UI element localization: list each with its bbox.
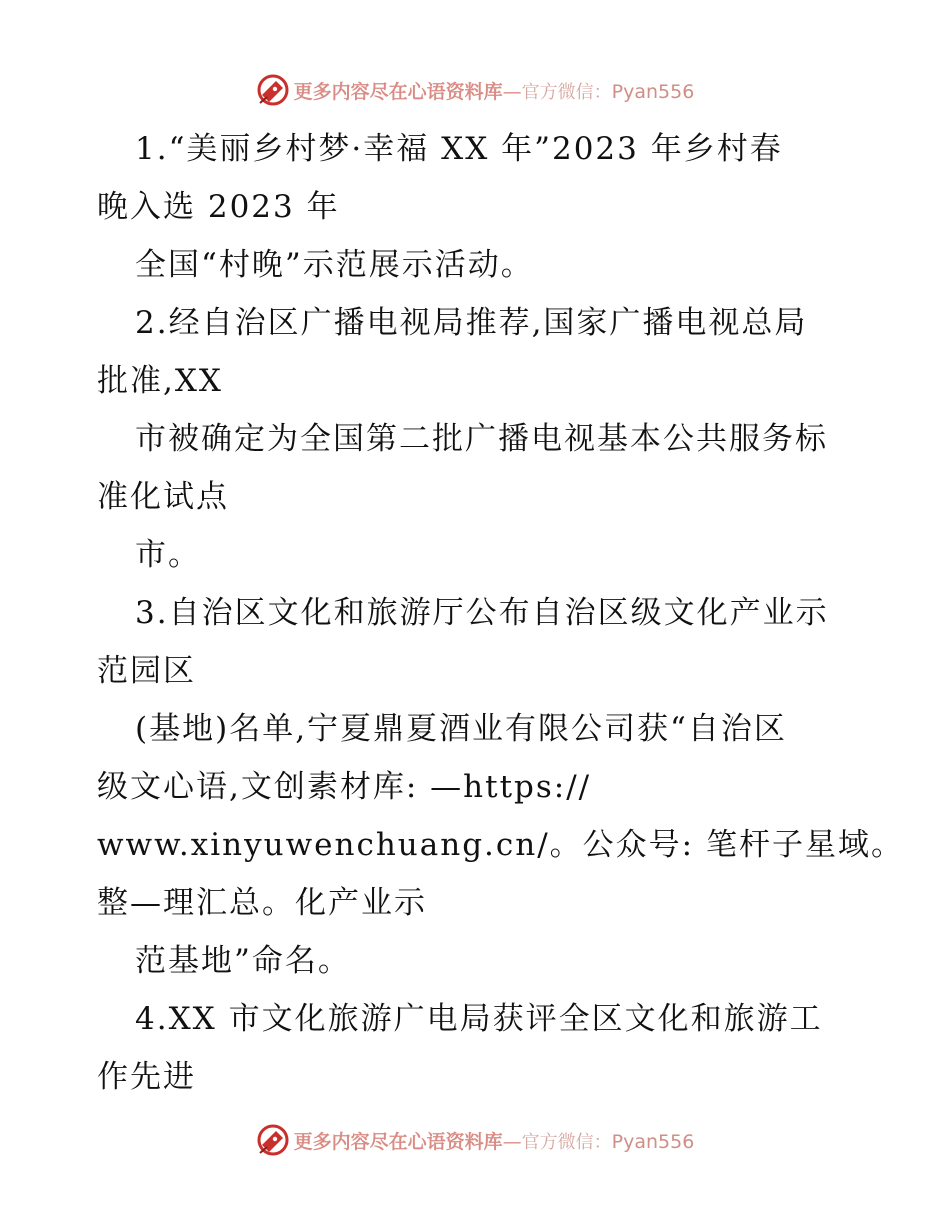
banner-text <box>294 77 695 104</box>
pen-nib-logo-icon <box>256 1123 290 1157</box>
text-line: 范基地”命名。 <box>135 943 351 979</box>
document-body <box>97 120 904 1106</box>
banner-wechat-label: 官方微信： <box>521 81 612 103</box>
text-line: 市被确定为全国第二批广播电视基本公共服务标 <box>135 421 828 457</box>
text-line: www.xinyuwenchuang.cn/。公众号: 笔杆子星域。 <box>97 827 904 863</box>
text-line: 准化试点 <box>97 479 229 515</box>
banner-wechat-label: 官方微信： <box>521 1131 612 1153</box>
banner-text <box>294 1127 695 1154</box>
text-line: 批准,XX <box>97 363 223 399</box>
banner-dash: — <box>502 80 522 103</box>
text-line: 范园区 <box>97 653 196 689</box>
banner-wechat-id: Pyan556 <box>611 1130 695 1153</box>
text-line: (基地)名单,宁夏鼎夏酒业有限公司获“自治区 <box>135 711 787 747</box>
text-line: 整—理汇总。化产业示 <box>97 885 427 921</box>
text-line: 3.自治区文化和旅游厅公布自治区级文化产业示 <box>135 595 829 631</box>
banner-title: 更多内容尽在心语资料库 <box>293 80 503 103</box>
footer-watermark-banner <box>0 1120 950 1160</box>
header-watermark-banner <box>0 70 950 110</box>
banner-dash: — <box>502 1130 522 1153</box>
text-line: 市。 <box>135 537 201 573</box>
banner-title: 更多内容尽在心语资料库 <box>293 1130 503 1153</box>
text-line: 全国“村晚”示范展示活动。 <box>135 247 534 283</box>
text-line: 晚入选 2023 年 <box>97 189 340 225</box>
banner-wechat-id: Pyan556 <box>611 80 695 103</box>
text-line: 级文心语,文创素材库: —https:// <box>97 769 592 805</box>
text-line: 4.XX 市文化旅游广电局获评全区文化和旅游工 <box>135 1001 823 1037</box>
text-line: 1.“美丽乡村梦·幸福 XX 年”2023 年乡村春 <box>135 131 783 167</box>
text-line: 作先进 <box>97 1059 196 1095</box>
pen-nib-logo-icon <box>256 73 290 107</box>
text-line: 2.经自治区广播电视局推荐,国家广播电视总局 <box>135 305 808 341</box>
